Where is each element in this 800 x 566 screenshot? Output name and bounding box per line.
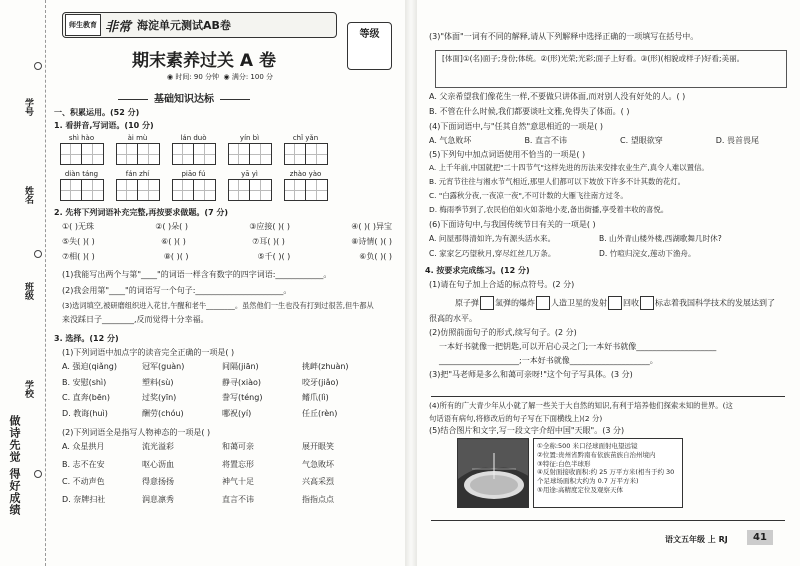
option-text: 将置忘形 <box>222 459 254 469</box>
option-text: 誊写(téng) <box>222 393 263 403</box>
q4-5: (5)结合图片和文字,写一段文字介绍中国"天眼"。(3 分) <box>429 426 625 435</box>
info-line: ③特征:白色半球形 <box>537 459 591 468</box>
option-text: A. 问屋那得清如许,为有源头活水来。 <box>429 234 556 243</box>
option-text: D. 教诲(huì) <box>62 408 108 418</box>
pinyin-item <box>113 134 162 165</box>
pinyin-text: yín bì <box>239 134 260 142</box>
option-text: 直言不讳 <box>222 494 254 504</box>
answer-grid[interactable] <box>225 179 274 201</box>
q3-5-d: D. 梅雨季节到了,农民伯伯如火如荼地小麦,备出街播,享受着丰收的喜悦。 <box>429 205 669 214</box>
q3-2: (2)下列词语全是指写人物神态的一项是( ) <box>62 428 211 437</box>
pinyin-item <box>169 170 218 201</box>
option-text: 气急败坏 <box>302 459 334 469</box>
idiom-row-3 <box>62 252 392 262</box>
sentence-part: 标志着我国科学技术的发展达到了 <box>655 298 775 308</box>
option-text: 挑衅(zhuàn) <box>302 362 349 371</box>
q3-2-options <box>62 442 382 504</box>
answer-grid[interactable] <box>169 179 218 201</box>
option-text: 咬牙(jiǎo) <box>302 377 339 387</box>
answer-grid[interactable] <box>113 179 162 201</box>
pinyin-text: chǐ yǎn <box>292 134 319 142</box>
q3-heading: 3. 选择。(12 分) <box>54 334 119 343</box>
info-line: ④反射面接收面积:约 25 万平方米(相当于约 30 个足球场面积大约为 0.7 万平方米) <box>537 468 675 486</box>
option-text: D. 奈牌扫社 <box>62 494 106 504</box>
answer-grid[interactable] <box>281 143 330 165</box>
answer-grid[interactable] <box>169 143 218 165</box>
idiom-blank[interactable]: ⑦耳( )( ) <box>252 237 285 246</box>
answer-grid[interactable] <box>225 143 274 165</box>
option-text: 任丘(rèn) <box>302 408 338 418</box>
q4-2: (2)仿照前面句子的形式,续写句子。(2 分) <box>429 328 577 337</box>
idiom-blank[interactable]: ⑥( )( ) <box>161 237 186 246</box>
pinyin-item <box>225 170 274 201</box>
q3-3: (3)"体面"一词有不同的解释,请从下列解释中选择正确的一项填写在括号中。 <box>429 32 699 41</box>
pinyin-item <box>169 134 218 165</box>
q2-heading: 2. 先将下列词语补充完整,再按要求做题。(7 分) <box>54 208 229 217</box>
label-class: 班级 <box>23 282 33 300</box>
option-text: C. 不动声色 <box>62 477 105 487</box>
option-text: A. 众星拱月 <box>62 442 105 451</box>
option-text: 呕心沥血 <box>142 459 174 469</box>
page-title: 期末素养过关 A 卷 <box>132 51 276 71</box>
idiom-blank[interactable]: ⑧诗情( )( ) <box>351 237 392 246</box>
series-name: 海淀单元测试AB卷 <box>137 19 231 32</box>
pinyin-text: zhào yào <box>289 170 322 178</box>
pinyin-item <box>281 134 330 165</box>
binding-hole-icon <box>34 250 42 258</box>
option-text: B. 直言不讳 <box>524 136 568 145</box>
option-text: D. 畏首畏尾 <box>715 136 759 145</box>
q4-2-b: ____________________;一本好书就像____________________。 <box>439 356 658 365</box>
option-text: 塑料(sù) <box>142 377 174 387</box>
option-text: C. 家家乞巧望秋月,穿尽红丝几万条。 <box>429 249 556 259</box>
idiom-blank[interactable]: ③应接( )( ) <box>249 222 290 231</box>
idiom-blank[interactable]: ⑤失( )( ) <box>62 237 95 246</box>
option-text: B. 安慰(shì) <box>62 377 107 387</box>
option-text: C. 望眼欲穿 <box>620 136 663 145</box>
pinyin-row-2 <box>57 170 330 201</box>
time-limit: ◉ 时间: 90 分钟 <box>167 73 220 81</box>
q4-heading: 4. 按要求完成练习。(12 分) <box>425 266 530 275</box>
footer-label: 语文五年级 上 RJ <box>665 535 728 544</box>
option-text: 兴高采烈 <box>302 477 334 487</box>
q3-3-b: B. 不管在什么时候,我们都要谈吐文雅,免得失了体面。( ) <box>429 107 630 116</box>
option-text: 得意扬扬 <box>142 477 174 487</box>
option-text: 间隔(jiān) <box>222 362 259 371</box>
pinyin-item <box>113 170 162 201</box>
option-text: D. 竹喧归浣女,莲动下渔舟。 <box>599 249 696 259</box>
sentence-part: 氢弹的爆炸 <box>495 298 535 308</box>
idiom-blank[interactable]: ①( )无珠 <box>62 222 94 231</box>
pinyin-text: shì hào <box>68 134 95 142</box>
grade-label: 等级 <box>359 29 380 40</box>
option-text: 冠军(guàn) <box>142 362 185 371</box>
q3-1: (1)下列词语中加点字的读音完全正确的一项是( ) <box>62 348 235 357</box>
q4-3: (3)把"马老师是多么和蔼可亲呀!"这个句子写具体。(3 分) <box>429 370 633 379</box>
pinyin-text: diàn táng <box>64 170 99 178</box>
q2-3-line2: 来没踩日子________,反而觉得十分幸福。 <box>62 315 209 324</box>
pinyin-item <box>57 170 106 201</box>
q3-1-options <box>62 362 382 418</box>
section-title: 基础知识达标 <box>112 90 256 105</box>
pinyin-text: fán zhí <box>125 170 150 178</box>
pinyin-item <box>281 170 330 201</box>
telescope-info-box <box>533 438 683 508</box>
answer-line[interactable] <box>431 396 785 397</box>
answer-grid[interactable] <box>113 143 162 165</box>
option-text: 和蔼可亲 <box>222 442 254 451</box>
info-line: ②位置:贵州省黔南布依族苗族自治州境内 <box>537 450 656 459</box>
idiom-blank[interactable]: ⑧( )( ) <box>163 252 189 261</box>
option-text: 静寻(xiào) <box>222 377 261 387</box>
option-text: 鳍爪(lì) <box>302 393 329 403</box>
exam-meta <box>167 72 273 82</box>
option-text: 过奖(yīn) <box>142 393 177 403</box>
option-text: C. 直奔(bēn) <box>62 393 110 403</box>
grade-box <box>347 22 392 70</box>
q3-5: (5)下列句中加点词语使用不恰当的一项是( ) <box>429 150 586 159</box>
pinyin-item <box>57 134 106 165</box>
idiom-row-1 <box>62 222 392 232</box>
part1-heading: 一、积累运用。(52 分) <box>54 108 140 117</box>
option-text: 润息凛秀 <box>142 494 174 504</box>
idiom-blank[interactable]: ⑥负( )( ) <box>359 252 392 261</box>
option-text: A. 气急败坏 <box>429 136 472 145</box>
idiom-blank[interactable]: ⑤千( )( ) <box>257 252 291 261</box>
punctuation-box[interactable] <box>640 296 654 310</box>
slogan: 做诗先觉 得好成绩 <box>8 415 21 516</box>
info-line: ①全称:500 米口径球面射电望远镜 <box>537 442 638 450</box>
binding-hole-icon <box>34 62 42 70</box>
pinyin-text: lán duò <box>180 134 207 142</box>
idiom-blank[interactable]: ④( )( )异宝 <box>351 222 392 231</box>
brand-name: 非常 <box>105 19 132 35</box>
q3-4: (4)下面词语中,与"任其自然"意思相近的一项是( ) <box>429 122 604 131</box>
label-school: 学校 <box>23 380 33 398</box>
fast-telescope-photo <box>457 438 529 508</box>
q4-1-end: 很高的水平。 <box>429 314 477 323</box>
label-student-id: 学号 <box>23 98 33 116</box>
label-name: 姓名 <box>23 186 33 204</box>
option-text: B. 山外青山楼外楼,西湖歌舞几时休? <box>599 234 722 243</box>
q3-5-a: A. 上千年前,中国就把"二十四节气"这样先进的历法来安排农业生产,真令人难以置信。 <box>429 163 709 172</box>
option-text: 酬劳(chóu) <box>142 408 184 418</box>
q3-5-c: C. "白露秋分夜,一夜凉一夜",不可计数的大雁飞往南方过冬。 <box>429 191 628 200</box>
q2-1: (1)我能写出两个与第"____"的词语一样含有数字的四字词语:____________。 <box>62 270 332 279</box>
answer-line[interactable] <box>431 520 785 521</box>
option-text: A. 强迫(qiǎng) <box>62 362 118 371</box>
pinyin-row-1 <box>57 134 330 165</box>
left-column <box>52 8 397 563</box>
answer-grid[interactable] <box>57 143 106 165</box>
pinyin-text: yā yì <box>241 170 258 178</box>
q4-1: (1)请在句子加上合适的标点符号。(2 分) <box>429 280 575 289</box>
q3-5-b: B. 元宵节往往与湘水节气相近,那里人们都可以下坡放下许多不计其数的花灯。 <box>429 177 686 186</box>
punctuation-box[interactable] <box>608 296 622 310</box>
binding-hole-icon <box>34 470 42 478</box>
q3-6: (6)下面诗句中,与我国传统节日有关的一项是( ) <box>429 220 596 229</box>
q4-4-line1: (4)所有的广大青少年从小就了解一些关于大自然的知识,有利于培养他们探索未知的世界。(这 <box>429 401 733 410</box>
q4-1-sentence <box>455 296 775 310</box>
definition-box: [体面]①(名)面子;身份;体统。②(形)光荣;光彩;面子上好看。③(形)(相貌或样子)好看;美丽。 <box>435 50 787 88</box>
idiom-blank[interactable]: ⑦相( )( ) <box>62 252 95 261</box>
sentence-part: 原子弹 <box>455 298 479 308</box>
option-text: 哪祝(yí) <box>222 408 252 418</box>
series-banner <box>62 12 337 38</box>
q4-4-line2: 句话语有病句,将修改后的句子写在下面横线上)(2 分) <box>429 414 603 423</box>
option-text: 指指点点 <box>302 494 334 504</box>
sentence-part: 人造卫星的发射 <box>551 298 607 308</box>
pinyin-text: piāo fú <box>181 170 206 178</box>
q2-3-line1: (3)选词填空,被研磨组织进入花甘,午醒和老牛________。虽然他们一生也没有打到过很苦,但牛都从 <box>62 301 374 310</box>
answer-grid[interactable] <box>57 179 106 201</box>
right-column <box>425 8 795 563</box>
q3-6-options <box>429 234 769 258</box>
q3-4-options <box>429 136 759 146</box>
binding-strip <box>0 0 46 566</box>
idiom-row-2 <box>62 237 392 247</box>
punctuation-box[interactable] <box>480 296 494 310</box>
pinyin-text: ài mù <box>127 134 148 142</box>
publisher-logo: 师生教育 <box>65 14 101 36</box>
page-number: 41 <box>747 530 773 545</box>
full-score: ◉ 满分: 100 分 <box>223 73 274 81</box>
q4-2-a: 一本好书就像一把钥匙,可以开启心灵之门;一本好书就像____________________ <box>439 342 717 351</box>
q1-heading: 1. 看拼音,写词语。(10 分) <box>54 121 154 130</box>
option-text: 神气十足 <box>222 477 254 487</box>
punctuation-box[interactable] <box>536 296 550 310</box>
idiom-blank[interactable]: ②( )朵( ) <box>155 222 188 231</box>
page-gutter <box>405 0 417 566</box>
q3-3-a: A. 父亲希望我们像花生一样,不要做只讲体面,而对别人没有好处的人。( ) <box>429 92 686 101</box>
option-text: B. 志不在安 <box>62 459 105 469</box>
sentence-part: 回收 <box>623 298 639 308</box>
pinyin-item <box>225 134 274 165</box>
q2-2: (2)我会用第"____"的词语写一个句子:______________________。 <box>62 286 292 295</box>
answer-grid[interactable] <box>281 179 330 201</box>
info-line: ⑤用途:高精度定位及观察天体 <box>537 485 624 494</box>
option-text: 展开眼笑 <box>302 442 334 451</box>
option-text: 流光溢彩 <box>142 442 174 451</box>
